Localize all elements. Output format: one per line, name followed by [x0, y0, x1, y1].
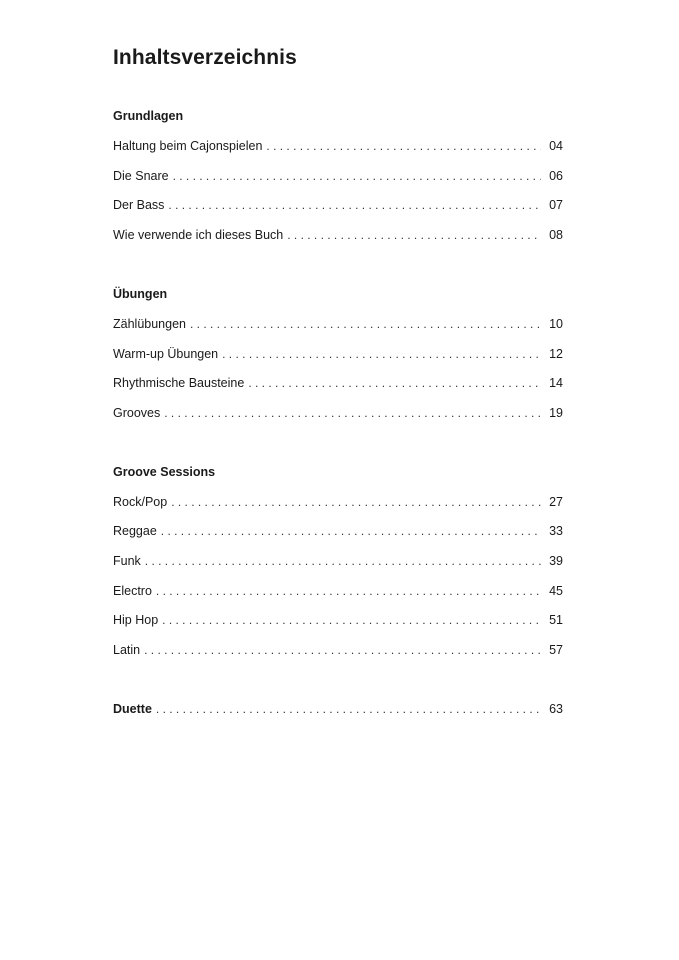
toc-entry[interactable]: [113, 642, 563, 658]
toc-entry-page: 39: [549, 554, 563, 568]
toc-entry-label: Funk: [113, 554, 141, 568]
toc-entry-page: 07: [549, 198, 563, 212]
toc-entry[interactable]: [113, 197, 563, 213]
toc-entry-label: Latin: [113, 643, 141, 657]
page-title: Inhaltsverzeichnis: [113, 46, 297, 69]
section-title: Übungen: [113, 287, 168, 301]
toc-entry[interactable]: [113, 523, 563, 539]
toc-entry-duette[interactable]: [113, 701, 563, 717]
toc-entry-page: 04: [549, 139, 563, 153]
section-uebungen: [113, 286, 563, 420]
section-title: Groove Sessions: [113, 465, 216, 479]
dot-leader: [156, 583, 541, 599]
toc-entry-label: Rhythmische Bausteine: [113, 376, 245, 390]
toc-entry-label: Warm-up Übungen: [113, 347, 219, 361]
toc-entry[interactable]: [113, 405, 563, 421]
dot-leader: [248, 375, 541, 391]
toc-entry[interactable]: [113, 583, 563, 599]
toc-entry[interactable]: [113, 168, 563, 184]
dot-leader: [156, 701, 541, 717]
dot-leader: [145, 553, 541, 569]
toc-entry-page: 63: [549, 702, 563, 716]
toc-entry-label: Die Snare: [113, 169, 169, 183]
dot-leader: [168, 197, 541, 213]
dot-leader: [287, 227, 541, 243]
toc-entry-label: Duette: [113, 702, 152, 716]
toc-entry[interactable]: [113, 494, 563, 510]
section-groove-sessions: [113, 464, 563, 657]
toc-entry-label: Reggae: [113, 524, 157, 538]
dot-leader: [190, 316, 541, 332]
toc-entry[interactable]: [113, 138, 563, 154]
toc-entry[interactable]: [113, 227, 563, 243]
toc-entry-label: Haltung beim Cajonspielen: [113, 139, 263, 153]
toc-entry-page: 33: [549, 524, 563, 538]
toc-entry-page: 12: [549, 347, 563, 361]
dot-leader: [161, 523, 541, 539]
toc-entry-page: 45: [549, 584, 563, 598]
dot-leader: [164, 405, 541, 421]
toc-entry-label: Wie verwende ich dieses Buch: [113, 228, 284, 242]
toc-entry-label: Rock/Pop: [113, 495, 168, 509]
toc-entry-page: 08: [549, 228, 563, 242]
toc-entry-page: 10: [549, 317, 563, 331]
toc-entry-page: 27: [549, 495, 563, 509]
toc-entry-label: Hip Hop: [113, 613, 159, 627]
section-title: Grundlagen: [113, 109, 184, 123]
toc-entry[interactable]: [113, 612, 563, 628]
toc-entry-page: 14: [549, 376, 563, 390]
toc-entry-page: 19: [549, 406, 563, 420]
dot-leader: [171, 494, 541, 510]
section-grundlagen: [113, 108, 563, 242]
toc-entry[interactable]: [113, 316, 563, 332]
toc-entry-page: 51: [549, 613, 563, 627]
toc-entry-label: Electro: [113, 584, 152, 598]
toc-entry-label: Zählübungen: [113, 317, 186, 331]
toc-entry-page: 57: [549, 643, 563, 657]
dot-leader: [144, 642, 541, 658]
toc-entry-page: 06: [549, 169, 563, 183]
dot-leader: [266, 138, 541, 154]
toc-entry-label: Grooves: [113, 406, 161, 420]
dot-leader: [162, 612, 541, 628]
toc-entry-label: Der Bass: [113, 198, 165, 212]
dot-leader: [222, 346, 541, 362]
toc-entry[interactable]: [113, 553, 563, 569]
toc-entry[interactable]: [113, 346, 563, 362]
dot-leader: [173, 168, 541, 184]
toc-entry[interactable]: [113, 375, 563, 391]
